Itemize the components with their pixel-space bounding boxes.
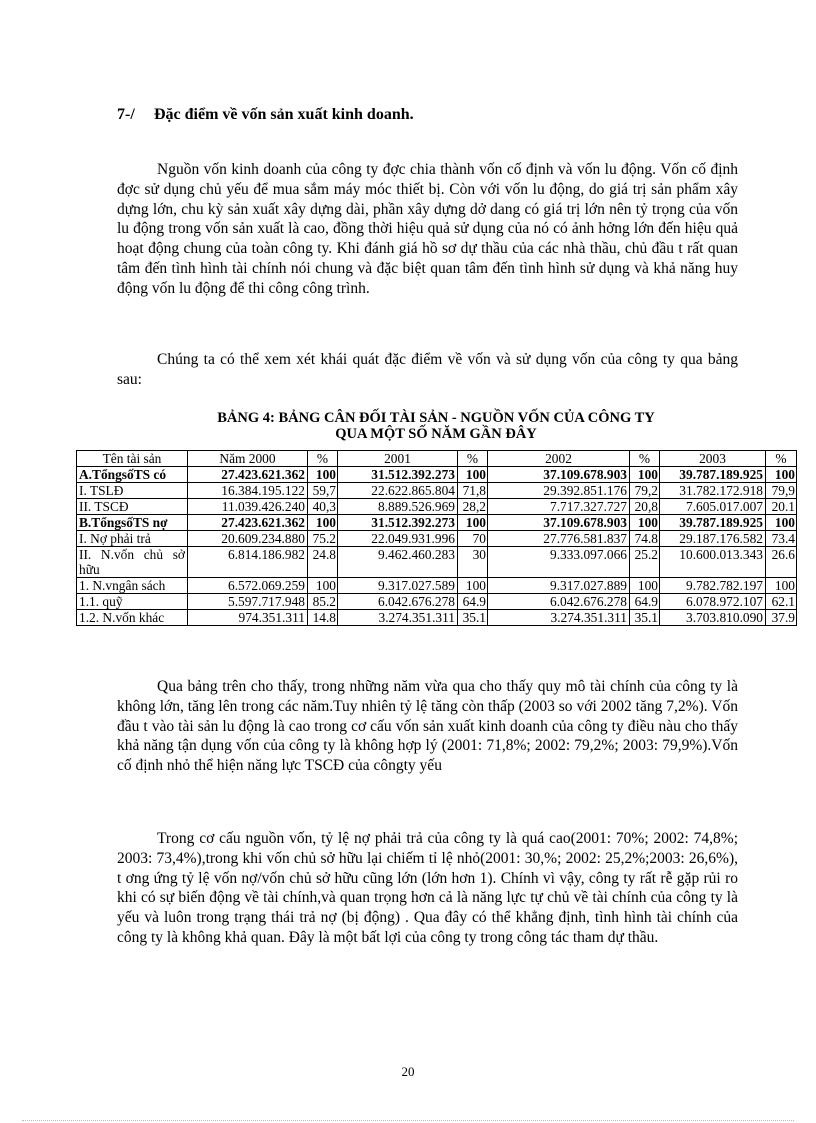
percent-cell: 40,3 [308,499,338,515]
value-cell: 29.187.176.582 [660,531,766,547]
percent-cell: 37.9 [766,610,797,626]
percent-cell: 59,7 [308,483,338,499]
value-cell: 9.317.027.889 [488,578,630,594]
value-cell: 3.703.810.090 [660,610,766,626]
row-label: I. TSLĐ [77,483,188,499]
percent-cell: 20.1 [766,499,797,515]
header-cell: Năm 2000 [188,451,308,467]
value-cell: 6.042.676.278 [488,594,630,610]
percent-cell: 28,2 [458,499,488,515]
header-cell: % [630,451,660,467]
header-cell: Tên tài sản [77,451,188,467]
percent-cell: 100 [630,467,660,483]
value-cell: 37.109.678.903 [488,467,630,483]
percent-cell: 30 [458,547,488,578]
value-cell: 27.423.621.362 [188,467,308,483]
value-cell: 31.512.392.273 [338,515,458,531]
value-cell: 11.039.426.240 [188,499,308,515]
value-cell: 6.814.186.982 [188,547,308,578]
percent-cell: 100 [458,515,488,531]
paragraph-analysis-liabilities: Trong cơ cấu nguồn vốn, tỷ lệ nợ phải trả của công ty là quá cao(2001: 70%; 2002: 74,8%; 2003: 73,4%),trong khi vốn chủ sở hữu lại chiếm tỉ lệ nhỏ(2001: 30,%; 2002: 25,2%;2003: 26,6%), t ơng ứng tỷ lệ vốn nợ/vốn chủ sở hữu cũng lớn (lớn hơn 1). Chính vì vậy, công ty rất rễ gặp rủi ro khi có sự biến động về tài chính,và quan trọng hơn cả là năng lực tự chủ về tài chính của công ty là yếu và luôn trong trạng thái trả nợ (bị động) . Qua đây có thể khẳng định, tình hình tài chính của công ty là không khả quan. Đây là một bất lợi của công ty trong công tác tham dự thầu. [117,830,738,946]
value-cell: 9.333.097.066 [488,547,630,578]
page-number: 20 [401,1064,415,1079]
percent-cell: 100 [308,515,338,531]
header-cell: % [766,451,797,467]
paragraph-analysis-assets: Qua bảng trên cho thấy, trong những năm vừa qua cho thấy quy mô tài chính của công ty là không lớn, tăng lên trong các năm.Tuy nhiên tỷ lệ tăng còn thấp (2003 so với 2002 tăng 7,2%). Vốn đầu t vào tài sản lu động là cao trong cơ cấu vốn sản xuất kinh doanh của công ty điều nàu cho thấy khả năng tận dụng vốn của công ty là không hợp lý (2001: 71,8%; 2002: 79,2%; 2003: 79,9%).Vốn cố định nhỏ thể hiện năng lực TSCĐ của côngty yếu [117,678,738,775]
percent-cell: 100 [766,515,797,531]
table-title-line2: QUA MỘT SỐ NĂM GẦN ĐÂY [335,426,537,442]
table-row [77,467,797,483]
value-cell: 22.622.865.804 [338,483,458,499]
section-number: 7-/ [117,106,135,123]
percent-cell: 24.8 [308,547,338,578]
value-cell: 31.782.172.918 [660,483,766,499]
percent-cell: 14.8 [308,610,338,626]
percent-cell: 74.8 [630,531,660,547]
value-cell: 9.317.027.589 [338,578,458,594]
row-label: 1. N.vngân sách [77,578,188,594]
value-cell: 6.078.972.107 [660,594,766,610]
percent-cell: 100 [766,467,797,483]
percent-cell: 100 [458,578,488,594]
value-cell: 974.351.311 [188,610,308,626]
percent-cell: 79,2 [630,483,660,499]
paragraph-capital-sources: Nguồn vốn kinh doanh của công ty đợc chia thành vốn cố định và vốn lu động. Vốn cố định đợc sử dụng chủ yếu để mua sắm máy móc thiết bị. Còn với vốn lu động, do giá trị sản phẩm xây dựng lớn, chu kỳ sản xuất xây dựng dài, phần xây dựng dở dang có giá trị lớn nên tỷ trọng của vốn lu động trong vốn sản xuất là cao, đồng thời hiệu quả sử dụng của nó có ảnh hởng lớn đến hiệu quả hoạt động chung của toàn công ty. Khi đánh giá hồ sơ dự thầu của các nhà thầu, chủ đầu t rất quan tâm đến tình hình tài chính nói chung và đặc biệt quan tâm đến tình hình sử dụng và khả năng huy động vốn lu động để thi công công trình. [117,161,738,297]
percent-cell: 64.9 [458,594,488,610]
value-cell: 31.512.392.273 [338,467,458,483]
table-row [77,594,797,610]
table-row [77,547,797,578]
percent-cell: 79,9 [766,483,797,499]
percent-cell: 75.2 [308,531,338,547]
value-cell: 22.049.931.996 [338,531,458,547]
value-cell: 27.423.621.362 [188,515,308,531]
value-cell: 9.462.460.283 [338,547,458,578]
table-title [76,410,796,442]
percent-cell: 64.9 [630,594,660,610]
value-cell: 39.787.189.925 [660,515,766,531]
value-cell: 7.717.327.727 [488,499,630,515]
percent-cell: 100 [766,578,797,594]
value-cell: 6.572.069.259 [188,578,308,594]
table-row [77,483,797,499]
percent-cell: 71,8 [458,483,488,499]
row-label: II. N.vốn chủ sở hữu [77,547,188,578]
percent-cell: 100 [630,578,660,594]
table-row [77,499,797,515]
percent-cell: 26.6 [766,547,797,578]
row-label: II. TSCĐ [77,499,188,515]
percent-cell: 62.1 [766,594,797,610]
percent-cell: 35.1 [630,610,660,626]
header-cell: 2001 [338,451,458,467]
row-label: 1.2. N.vốn khác [77,610,188,626]
value-cell: 29.392.851.176 [488,483,630,499]
header-cell: 2003 [660,451,766,467]
percent-cell: 70 [458,531,488,547]
percent-cell: 35.1 [458,610,488,626]
percent-cell: 73.4 [766,531,797,547]
section-heading [117,106,414,124]
value-cell: 5.597.717.948 [188,594,308,610]
percent-cell: 100 [308,578,338,594]
table-header-row [77,451,797,467]
section-title: Đặc điểm về vốn sản xuất kinh doanh. [154,106,414,123]
value-cell: 8.889.526.969 [338,499,458,515]
value-cell: 37.109.678.903 [488,515,630,531]
percent-cell: 100 [630,515,660,531]
percent-cell: 85.2 [308,594,338,610]
table-row [77,610,797,626]
header-cell: 2002 [488,451,630,467]
row-label: 1.1. quỹ [77,594,188,610]
value-cell: 3.274.351.311 [338,610,458,626]
header-cell: % [458,451,488,467]
value-cell: 10.600.013.343 [660,547,766,578]
percent-cell: 25.2 [630,547,660,578]
header-cell: % [308,451,338,467]
footer-divider [22,1120,794,1121]
value-cell: 39.787.189.925 [660,467,766,483]
value-cell: 27.776.581.837 [488,531,630,547]
value-cell: 6.042.676.278 [338,594,458,610]
balance-sheet-table [76,450,797,626]
table-row [77,578,797,594]
value-cell: 16.384.195.122 [188,483,308,499]
table-row [77,531,797,547]
value-cell: 9.782.782.197 [660,578,766,594]
table-row [77,515,797,531]
value-cell: 3.274.351.311 [488,610,630,626]
row-label: A.TổngsốTS có [77,467,188,483]
row-label: B.TổngsốTS nợ [77,515,188,531]
table-title-line1: BẢNG 4: BẢNG CÂN ĐỐI TÀI SẢN - NGUỒN VỐN CỦA CÔNG TY [217,410,655,426]
percent-cell: 20,8 [630,499,660,515]
percent-cell: 100 [458,467,488,483]
row-label: I. Nợ phải trả [77,531,188,547]
percent-cell: 100 [308,467,338,483]
value-cell: 7.605.017.007 [660,499,766,515]
paragraph-table-intro: Chúng ta có thể xem xét khái quát đặc điểm về vốn và sử dụng vốn của công ty qua bảng sau: [117,351,738,388]
value-cell: 20.609.234.880 [188,531,308,547]
